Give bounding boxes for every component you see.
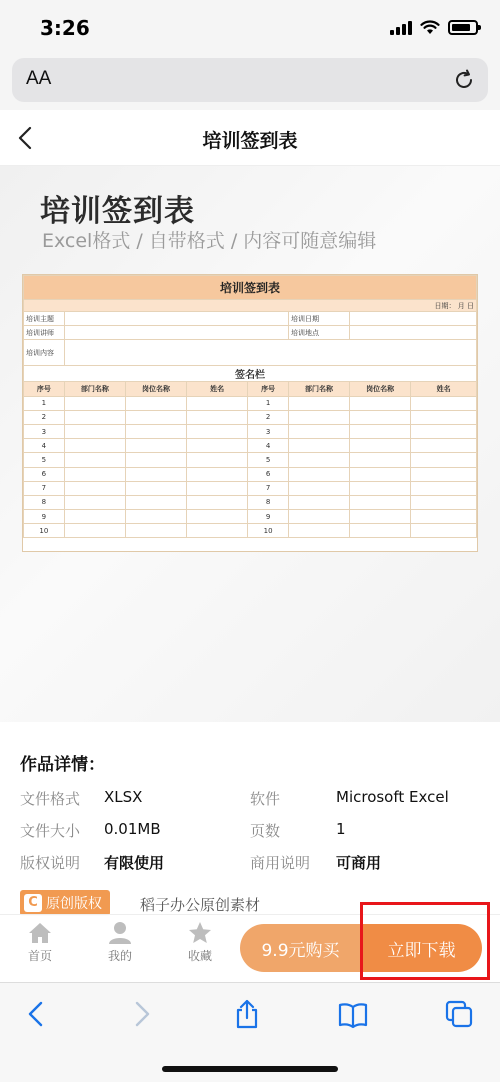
sheet-column-header: 姓名 <box>187 382 248 396</box>
detail-row <box>0 852 500 876</box>
detail-value: 1 <box>336 820 346 838</box>
sheet-row-number: 3 <box>248 424 289 438</box>
sheet-cell <box>64 510 125 524</box>
sheet-label: 培训主题 <box>24 312 65 326</box>
sheet-row-number: 6 <box>248 467 289 481</box>
sheet-cell <box>64 467 125 481</box>
sheet-row <box>24 453 477 467</box>
wifi-icon <box>420 20 440 35</box>
tabs-icon[interactable] <box>444 999 474 1029</box>
sheet-row <box>24 495 477 509</box>
sheet-cell <box>411 510 477 524</box>
work-details <box>0 722 500 922</box>
sheet-row <box>24 439 477 453</box>
sheet-cell <box>411 481 477 495</box>
sheet-cell <box>64 453 125 467</box>
nav-favorite[interactable] <box>170 921 230 964</box>
sheet-row-number: 10 <box>248 524 289 538</box>
sheet-cell <box>411 410 477 424</box>
sheet-cell <box>64 424 125 438</box>
detail-row <box>0 820 500 844</box>
sheet-label: 培训讲师 <box>24 326 65 340</box>
nav-favorite-label: 收藏 <box>187 949 212 963</box>
nav-home[interactable] <box>10 921 70 964</box>
battery-icon <box>448 20 478 35</box>
sheet-cell <box>64 524 125 538</box>
detail-key: 商用说明 <box>250 854 311 872</box>
share-icon[interactable] <box>232 999 262 1029</box>
spreadsheet-preview <box>22 274 478 552</box>
address-bar[interactable] <box>12 58 488 102</box>
copyright-icon: C <box>24 894 42 912</box>
sheet-row-number: 3 <box>24 424 65 438</box>
sheet-date-line: 日期： 月 日 <box>24 300 477 312</box>
sheet-row <box>24 424 477 438</box>
home-icon <box>27 921 53 945</box>
sheet-row-number: 6 <box>24 467 65 481</box>
nav-mine-label: 我的 <box>107 949 132 963</box>
sheet-cell <box>125 396 186 410</box>
sheet-row-number: 5 <box>248 453 289 467</box>
sheet-row-number: 7 <box>248 481 289 495</box>
sheet-cell <box>411 453 477 467</box>
sheet-cell <box>288 495 349 509</box>
sheet-cell <box>187 439 248 453</box>
sheet-column-header: 岗位名称 <box>350 382 411 396</box>
sheet-cell <box>64 481 125 495</box>
sheet-cell <box>350 467 411 481</box>
sheet-cell <box>350 495 411 509</box>
signal-icon <box>390 21 412 35</box>
sheet-cell <box>288 467 349 481</box>
reload-icon[interactable] <box>452 68 476 92</box>
sheet-cell <box>125 467 186 481</box>
sheet-cell <box>125 481 186 495</box>
sheet-cell <box>350 439 411 453</box>
sheet-cell <box>411 524 477 538</box>
sheet-row-number: 7 <box>24 481 65 495</box>
detail-value: XLSX <box>104 788 143 806</box>
sheet-cell <box>187 495 248 509</box>
sheet-row-number: 8 <box>24 495 65 509</box>
detail-value: 有限使用 <box>104 854 165 872</box>
sheet-cell <box>350 453 411 467</box>
sheet-cell <box>288 424 349 438</box>
browser-forward-icon[interactable] <box>126 999 156 1029</box>
sheet-column-header: 部门名称 <box>64 382 125 396</box>
sheet-label: 培训日期 <box>288 312 349 326</box>
sheet-cell <box>288 396 349 410</box>
sheet-cell <box>125 424 186 438</box>
detail-value: 可商用 <box>336 854 382 872</box>
sheet-cell <box>125 439 186 453</box>
sheet-row-number: 4 <box>248 439 289 453</box>
text-size-button[interactable]: AA <box>26 68 52 89</box>
sheet-row <box>24 410 477 424</box>
sheet-cell <box>125 510 186 524</box>
sheet-cell <box>350 396 411 410</box>
page-title: 培训签到表 <box>202 130 298 152</box>
detail-key: 页数 <box>250 822 281 840</box>
sheet-column-header: 序号 <box>248 382 289 396</box>
sheet-cell <box>350 424 411 438</box>
user-icon <box>107 921 133 945</box>
sheet-cell <box>125 410 186 424</box>
sheet-cell <box>125 453 186 467</box>
detail-key: 版权说明 <box>20 854 81 872</box>
sheet-row <box>24 510 477 524</box>
sheet-column-header: 序号 <box>24 382 65 396</box>
browser-address-area <box>0 54 500 110</box>
sheet-cell <box>187 453 248 467</box>
sheet-column-header: 部门名称 <box>288 382 349 396</box>
buy-button[interactable]: 9.9元购买 <box>240 924 361 972</box>
detail-value: Microsoft Excel <box>336 788 449 806</box>
sheet-cell <box>64 439 125 453</box>
sheet-cell <box>187 510 248 524</box>
sheet-cell <box>64 396 125 410</box>
sheet-cell <box>187 524 248 538</box>
sheet-cell <box>187 481 248 495</box>
sheet-cell <box>125 524 186 538</box>
detail-key: 文件格式 <box>20 790 81 808</box>
browser-back-icon[interactable] <box>22 999 52 1029</box>
sheet-cell <box>288 510 349 524</box>
sheet-cell <box>187 467 248 481</box>
sheet-cell <box>187 396 248 410</box>
sheet-cell <box>288 439 349 453</box>
sheet-cell <box>288 410 349 424</box>
sheet-row <box>24 524 477 538</box>
detail-key: 软件 <box>250 790 281 808</box>
bookmarks-icon[interactable] <box>338 999 368 1029</box>
sheet-row-number: 5 <box>24 453 65 467</box>
sheet-row <box>24 396 477 410</box>
sheet-cell <box>288 453 349 467</box>
sheet-title: 培训签到表 <box>24 276 477 300</box>
sheet-row-number: 9 <box>248 510 289 524</box>
sheet-cell <box>288 481 349 495</box>
preview-subtitle: Excel格式 / 自带格式 / 内容可随意编辑 <box>42 230 377 252</box>
sheet-cell <box>64 495 125 509</box>
sheet-row-number: 2 <box>24 410 65 424</box>
sheet-cell <box>350 524 411 538</box>
sheet-row-number: 10 <box>24 524 65 538</box>
download-button[interactable]: 立即下载 <box>361 924 482 972</box>
sheet-row-number: 1 <box>24 396 65 410</box>
sheet-cell <box>411 396 477 410</box>
sheet-column-header: 岗位名称 <box>125 382 186 396</box>
sheet-row-number: 4 <box>24 439 65 453</box>
nav-home-label: 首页 <box>27 949 52 963</box>
highlight-box <box>360 902 490 980</box>
detail-key: 文件大小 <box>20 822 81 840</box>
sheet-cell <box>187 424 248 438</box>
sheet-cell <box>350 410 411 424</box>
sheet-label: 培训内容 <box>24 340 65 366</box>
sheet-row-number: 1 <box>248 396 289 410</box>
sheet-cell <box>411 467 477 481</box>
sheet-cell <box>411 424 477 438</box>
sheet-label: 培训地点 <box>288 326 349 340</box>
sheet-cell <box>64 410 125 424</box>
sheet-cell <box>411 439 477 453</box>
original-copyright-badge <box>20 890 110 916</box>
sheet-cell <box>350 510 411 524</box>
badge-note: 稻子办公原创素材 <box>140 896 261 914</box>
sheet-cell <box>350 481 411 495</box>
sheet-cell <box>187 410 248 424</box>
home-indicator <box>162 1066 338 1072</box>
sheet-row-number: 8 <box>248 495 289 509</box>
sheet-row <box>24 481 477 495</box>
status-time: 3:26 <box>40 16 90 40</box>
details-heading: 作品详情： <box>20 755 105 775</box>
sheet-row-number: 9 <box>24 510 65 524</box>
sheet-section: 签名栏 <box>24 366 477 382</box>
sheet-cell <box>125 495 186 509</box>
badge-label: 原创版权 <box>46 896 102 912</box>
sheet-column-header: 姓名 <box>411 382 477 396</box>
nav-mine[interactable] <box>90 921 150 964</box>
page-header <box>0 110 500 166</box>
template-preview <box>0 166 500 722</box>
star-icon <box>187 921 213 945</box>
sheet-row-number: 2 <box>248 410 289 424</box>
status-icons <box>390 20 478 35</box>
sheet-row <box>24 467 477 481</box>
sheet-cell <box>288 524 349 538</box>
detail-value: 0.01MB <box>104 820 161 838</box>
status-bar <box>0 0 500 54</box>
preview-title: 培训签到表 <box>40 194 195 229</box>
detail-row <box>0 788 500 812</box>
sheet-cell <box>411 495 477 509</box>
